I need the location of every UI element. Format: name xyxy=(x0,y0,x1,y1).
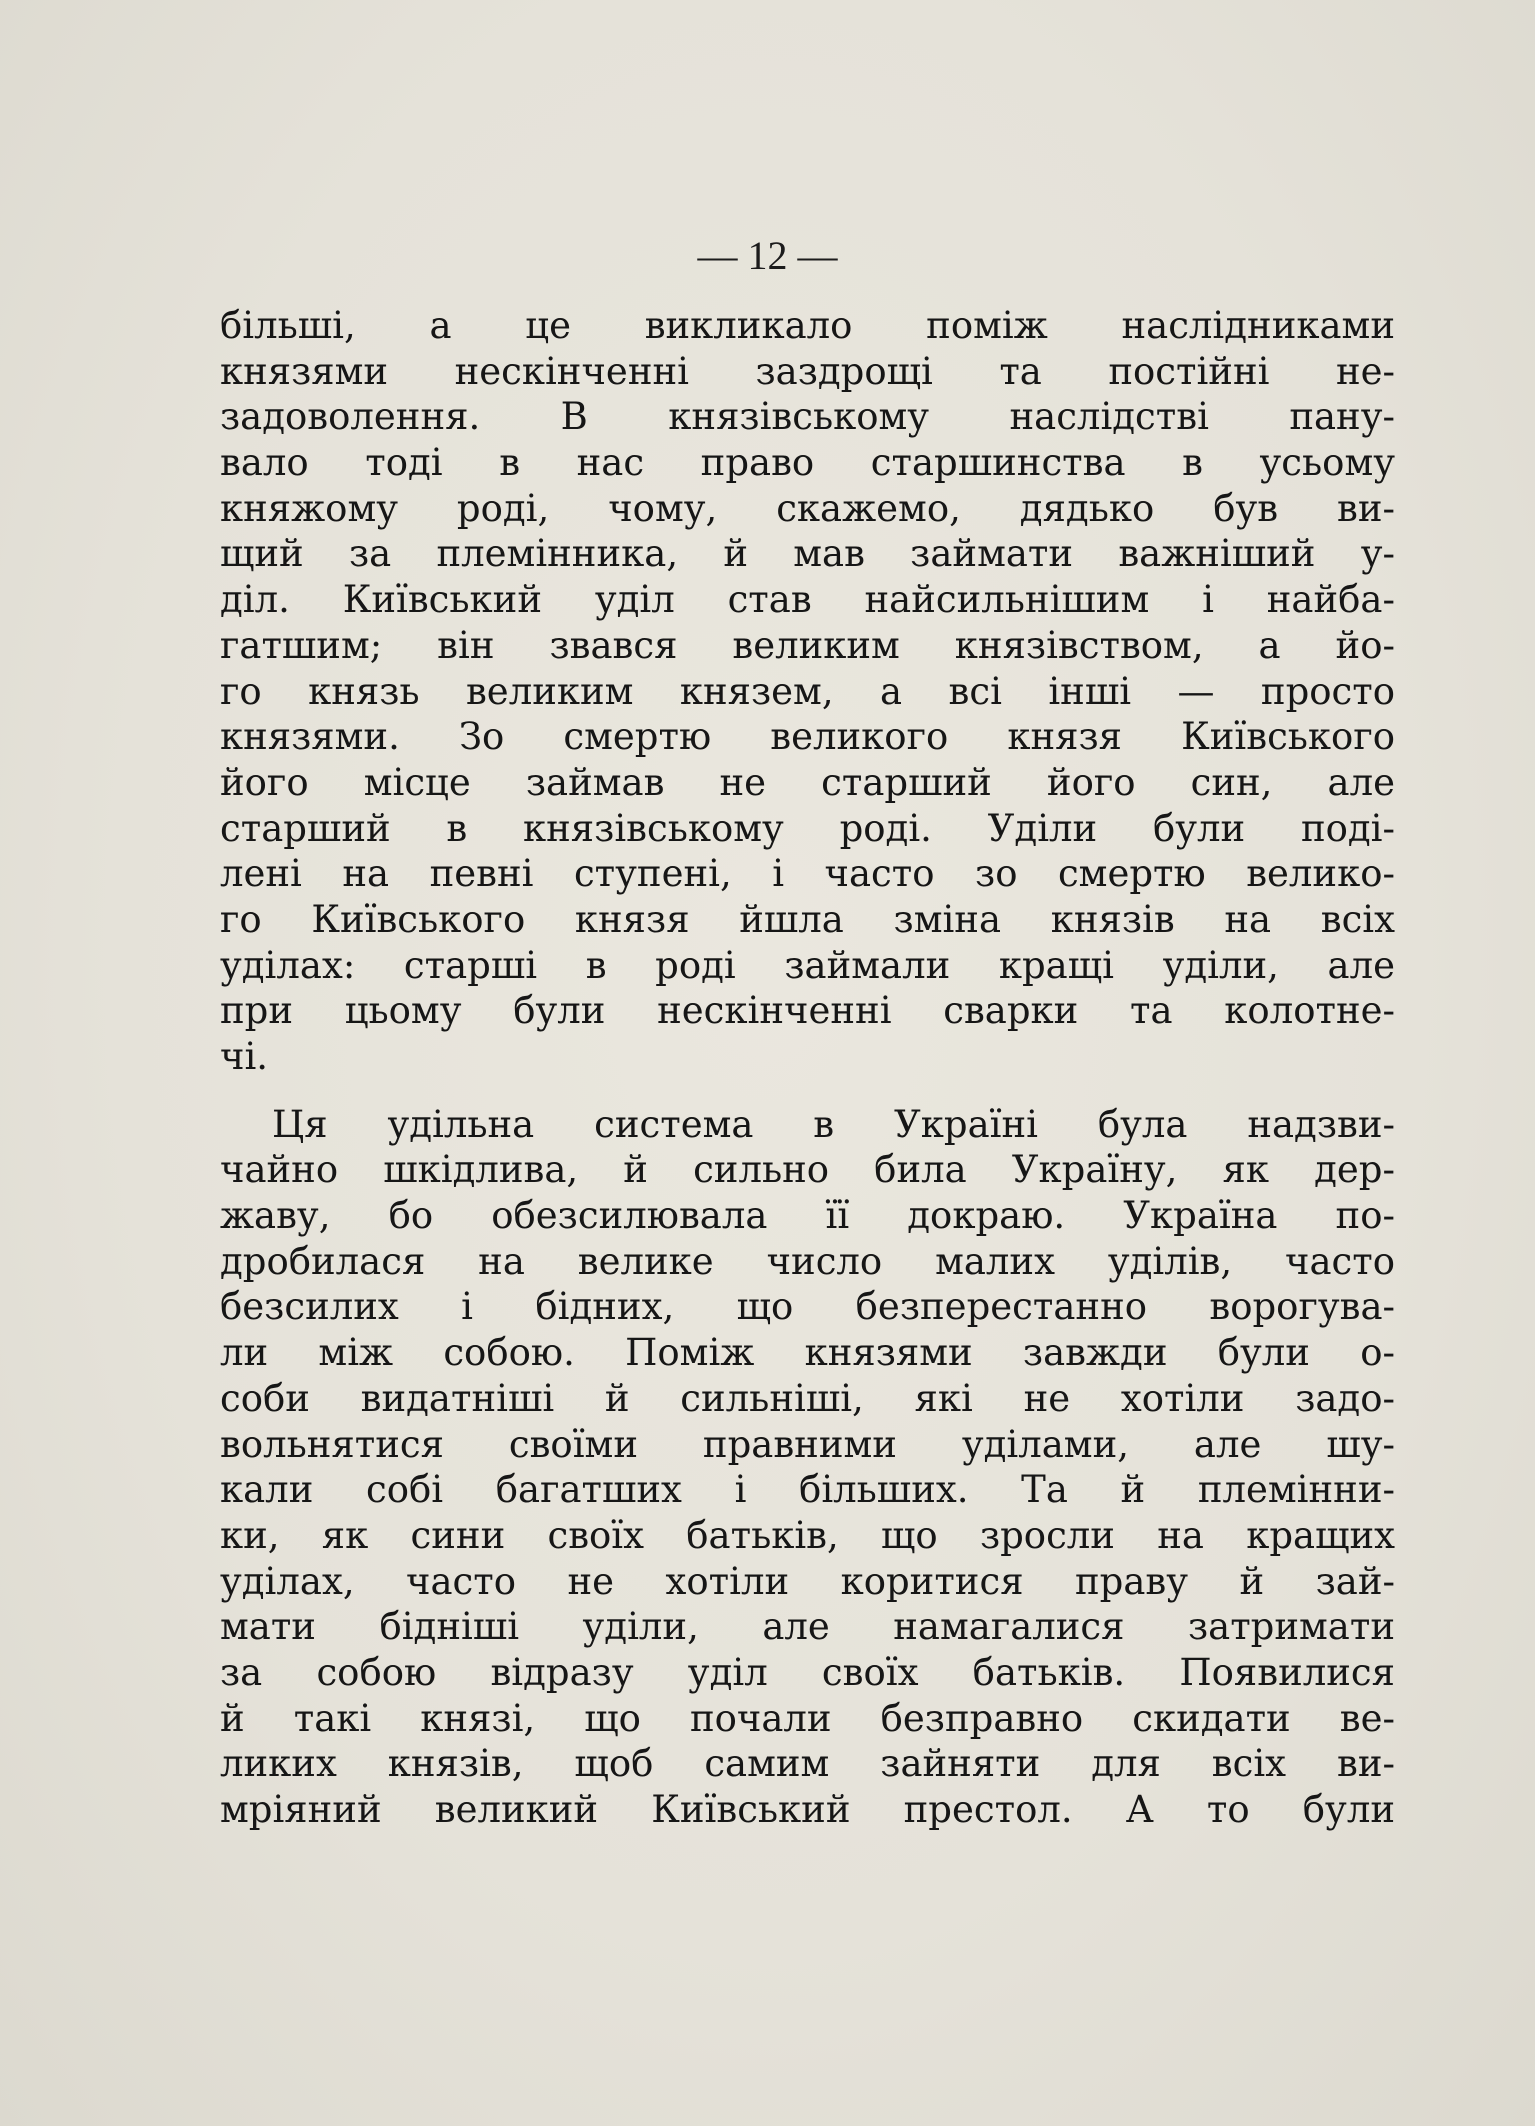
text-line: гатшим; він звався великим князівством, а йо- xyxy=(220,623,1395,667)
text-line: діл. Київський уділ став найсильнішим і найба- xyxy=(220,578,1395,622)
text-line: при цьому були нескінченні сварки та колотне- xyxy=(220,989,1395,1033)
page-number: — 12 — xyxy=(697,233,838,278)
text-line: чі. xyxy=(220,1035,269,1078)
paragraph-2 xyxy=(220,1102,1395,1833)
text-line: Ця удільна система в Україні була надзви- xyxy=(272,1102,1395,1146)
text-line: го князь великим князем, а всі інші — просто xyxy=(220,669,1395,713)
paragraph-1 xyxy=(220,303,1395,1080)
text-line: старший в князівському роді. Уділи були поді- xyxy=(220,806,1395,850)
text-line: уділах: старші в роді займали кращі уділи, але xyxy=(220,943,1395,987)
text-line: щий за племінника, й мав займати важніший у- xyxy=(220,532,1395,576)
text-line: кали собі багатших і більших. Та й племінни- xyxy=(220,1468,1395,1512)
text-line: ки, як сини своїх батьків, що зросли на кращих xyxy=(220,1513,1395,1557)
text-line: за собою відразу уділ своїх батьків. Появилися xyxy=(220,1650,1395,1694)
text-line: го Київського князя йшла зміна князів на всіх xyxy=(220,897,1395,941)
text-line: й такі князі, що почали безправно скидати ве- xyxy=(220,1696,1395,1740)
text-line: лені на певні ступені, і часто зо смертю велико- xyxy=(220,852,1395,896)
text-line: вало тоді в нас право старшинства в усьому xyxy=(220,441,1395,485)
text-line: князями нескінченні заздрощі та постійні не- xyxy=(220,349,1395,393)
text-line: більші, а це викликало поміж наслідниками xyxy=(220,304,1395,347)
text-line: ли між собою. Поміж князями завжди були о- xyxy=(220,1331,1395,1375)
text-line: мріяний великий Київський престол. А то були xyxy=(220,1788,1395,1831)
text-line: мати бідніші уділи, але намагалися затримати xyxy=(220,1605,1395,1649)
text-line: його місце займав не старший його син, але xyxy=(220,760,1395,804)
body-text xyxy=(220,303,1395,1833)
text-line: жаву, бо обезсилювала її докраю. Україна по- xyxy=(220,1194,1395,1238)
text-line: уділах, часто не хотіли коритися праву й зай- xyxy=(220,1559,1395,1603)
text-line: княжому роді, чому, скажемо, дядько був ви- xyxy=(220,486,1395,530)
text-line: вольнятися своїми правними уділами, але шу- xyxy=(220,1422,1395,1466)
text-line: дробилася на велике число малих уділів, часто xyxy=(220,1239,1395,1283)
text-line: чайно шкідлива, й сильно била Україну, як дер- xyxy=(220,1148,1395,1192)
text-line: князями. Зо смертю великого князя Київського xyxy=(220,715,1395,759)
text-line: задоволення. В князівському наслідстві пану- xyxy=(220,395,1395,439)
paragraph-gap xyxy=(220,1080,1395,1102)
text-line: ликих князів, щоб самим зайняти для всіх ви- xyxy=(220,1742,1395,1786)
text-line: безсилих і бідних, що безперестанно ворогува- xyxy=(220,1285,1395,1329)
text-line: соби видатніші й сильніші, які не хотіли задо- xyxy=(220,1376,1395,1420)
